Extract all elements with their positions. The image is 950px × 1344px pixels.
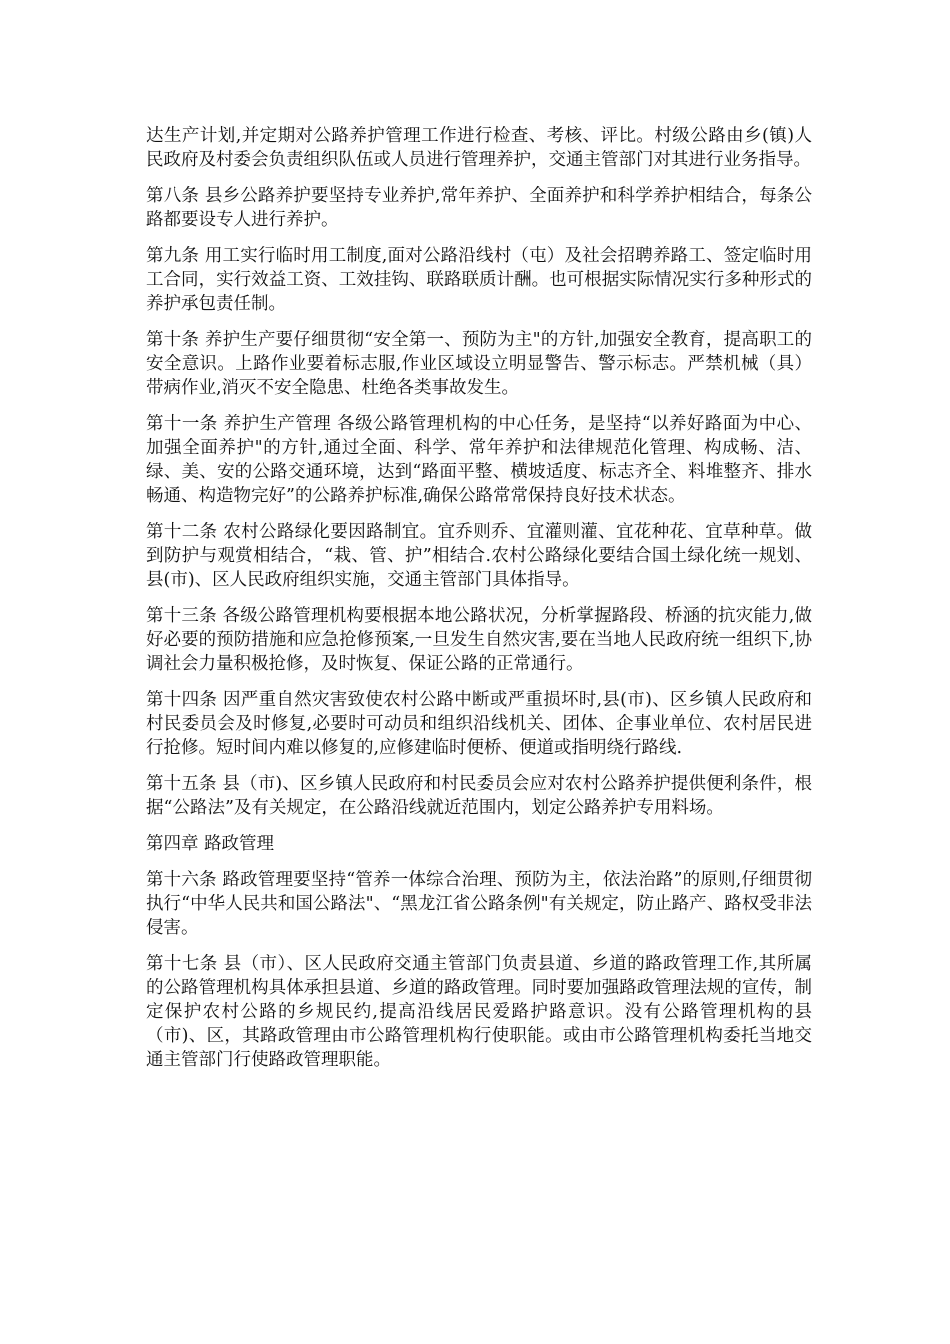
article-11: 第十一条 养护生产管理 各级公路管理机构的中心任务，是坚持“以养好路面为中心、加强全面养护"的方针,通过全面、科学、常年养护和法律规范化管理、构成畅、洁、绿、美、安的公路交通环境，达到“路面平整、横坡适度、标志齐全、料堆整齐、排水畅通、构造物完好”的公路养护标准,确保公路常常保持良好技术状态。 xyxy=(146,414,812,506)
article-12: 第十二条 农村公路绿化要因路制宜。宜乔则乔、宜灌则灌、宜花种花、宜草种草。做到防护与观赏相结合，“栽、管、护”相结合.农村公路绿化要结合国土绿化统一规划、县(市)、区人民政府组织实施，交通主管部门具体指导。 xyxy=(146,522,812,590)
article-9: 第九条 用工实行临时用工制度,面对公路沿线村（屯）及社会招聘养路工、签定临时用工合同，实行效益工资、工效挂钩、联路联质计酬。也可根据实际情况实行多种形式的养护承包责任制。 xyxy=(146,246,812,314)
document-page xyxy=(146,124,812,1084)
article-8: 第八条 县乡公路养护要坚持专业养护,常年养护、全面养护和科学养护相结合，每条公路都要设专人进行养护。 xyxy=(146,186,812,230)
article-13: 第十三条 各级公路管理机构要根据本地公路状况，分析掌握路段、桥涵的抗灾能力,做好必要的预防措施和应急抢修预案,一旦发生自然灾害,要在当地人民政府统一组织下,协调社会力量积极抢修，及时恢复、保证公路的正常通行。 xyxy=(146,606,812,674)
article-15: 第十五条 县（市)、区乡镇人民政府和村民委员会应对农村公路养护提供便利条件，根据“公路法”及有关规定，在公路沿线就近范围内，划定公路养护专用料场。 xyxy=(146,774,812,818)
article-10: 第十条 养护生产要仔细贯彻“安全第一、预防为主"的方针,加强安全教育，提高职工的安全意识。上路作业要着标志服,作业区域设立明显警告、警示标志。严禁机械（具）带病作业,消灭不安全隐患、杜绝各类事故发生。 xyxy=(146,330,812,398)
paragraph-continuation: 达生产计划,并定期对公路养护管理工作进行检查、考核、评比。村级公路由乡(镇)人民政府及村委会负责组织队伍或人员进行管理养护，交通主管部门对其进行业务指导。 xyxy=(146,126,812,170)
chapter-4-heading: 第四章 路政管理 xyxy=(146,834,275,854)
article-17: 第十七条 县（市）、区人民政府交通主管部门负责县道、乡道的路政管理工作,其所属的公路管理机构具体承担县道、乡道的路政管理。同时要加强路政管理法规的宣传，制定保护农村公路的乡规民约,提高沿线居民爱路护路意识。没有公路管理机构的县（市)、区，其路政管理由市公路管理机构行使职能。或由市公路管理机构委托当地交通主管部门行使路政管理职能。 xyxy=(146,954,812,1070)
article-16: 第十六条 路政管理要坚持“管养一体综合治理、预防为主，依法治路”的原则,仔细贯彻执行“中华人民共和国公路法"、“黑龙江省公路条例"有关规定，防止路产、路权受非法侵害。 xyxy=(146,870,812,938)
article-14: 第十四条 因严重自然灾害致使农村公路中断或严重损坏时,县(市)、区乡镇人民政府和村民委员会及时修复,必要时可动员和组织沿线机关、团体、企事业单位、农村居民进行抢修。短时间内难以修复的,应修建临时便桥、便道或指明绕行路线. xyxy=(146,690,812,758)
